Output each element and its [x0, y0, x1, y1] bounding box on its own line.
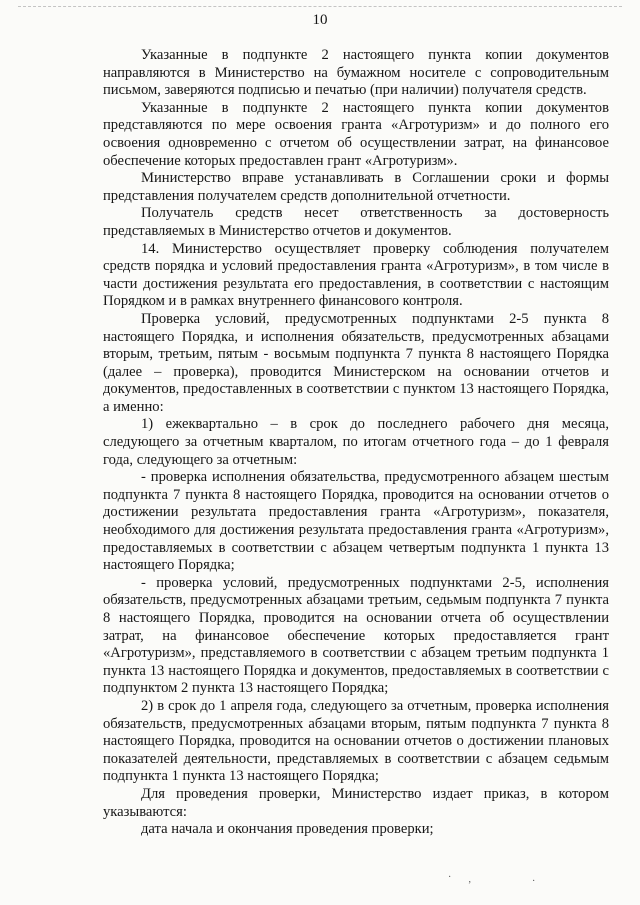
- paragraph-order-issued: Для проведения проверки, Министерство издает приказ, в котором указываются:: [103, 785, 609, 820]
- scan-artifact: ·: [532, 876, 536, 887]
- paragraph-obligation-check: - проверка исполнения обязательства, предусмотренного абзацем шестым подпункта 7 пункта 8 настоящего Порядка, проводится на основании отчетов о достижении результата предоставления гранта «Агротуризм», показателя, необходимого для достижения результата предоставления гранта «Агротуризм», предоставляемых в соответствии с абзацем четвертым подпункта 1 пункта 13 настоящего Порядка;: [103, 469, 609, 574]
- paragraph-verification-conditions: Проверка условий, предусмотренных подпунктами 2-5 пункта 8 настоящего Порядка, и исполнения обязательств, предусмотренных абзацами вторым, третьим, пятым - восьмым подпункта 7 пункта 8 настоящего Порядка (далее – проверка), проводится Министерском на основании отчетов и документов, предоставленных в соответствии с пунктом 13 настоящего Порядка, а именно:: [103, 310, 609, 415]
- paragraph-april-deadline: 2) в срок до 1 апреля года, следующего за отчетным, проверка исполнения обязательств, предусмотренных абзацами вторым, пятым подпункта 7 пункта 8 настоящего Порядка, проводится на основании отчетов о достижении плановых показателей деятельности, представляемых в соответствии с абзацем седьмым подпункта 1 пункта 13 настоящего Порядка;: [103, 697, 609, 785]
- paragraph-conditions-check: - проверка условий, предусмотренных подпунктами 2-5, исполнения обязательств, предусмотренных абзацами третьим, седьмым подпункта 7 пункта 8 настоящего Порядка, проводится на основании отчета об осуществлении затрат, на финансовое обеспечение которых предоставляется грант «Агротуризм», представляемого в соответствии с абзацем третьим подпункта 1 пункта 13 настоящего Порядка и документов, предоставляемых в соответствии с подпунктом 2 пункта 13 настоящего Порядка;: [103, 574, 609, 697]
- paragraph-copies-submitted: Указанные в подпункте 2 настоящего пункта копии документов представляются по мере освоения гранта «Агротуризм» и до полного его освоения одновременно с отчетом об осуществлении затрат, на финансовое обеспечение которых предоставлен грант «Агротуризм».: [103, 99, 609, 169]
- scan-artifact: ·: [448, 872, 452, 883]
- document-body: [103, 47, 609, 839]
- page-number: 10: [312, 12, 328, 28]
- paragraph-clause-14: 14. Министерство осуществляет проверку соблюдения получателем средств порядка и условий предоставления гранта «Агротуризм», в том числе в части достижения результата его предоставления, в соответствии с настоящим Порядком и в рамках внутреннего финансового контроля.: [103, 240, 609, 310]
- paragraph-quarterly: 1) ежеквартально – в срок до последнего рабочего дня месяца, следующего за отчетным кварталом, по итогам отчетного года – до 1 февраля года, следующего за отчетным:: [103, 416, 609, 468]
- paragraph-copies-sent: Указанные в подпункте 2 настоящего пункта копии документов направляются в Министерство на бумажном носителе с сопроводительным письмом, заверяются подписью и печатью (при наличии) получателя средств.: [103, 47, 609, 99]
- paragraph-check-dates: дата начала и окончания проведения проверки;: [141, 821, 434, 838]
- scan-top-edge: [18, 6, 622, 7]
- paragraph-additional-reporting: Министерство вправе устанавливать в Соглашении сроки и формы представления получателем средств дополнительной отчетности.: [103, 170, 609, 204]
- scan-artifact: ʼ: [468, 880, 472, 891]
- paragraph-responsibility: Получатель средств несет ответственность за достоверность представляемых в Министерство отчетов и документов.: [103, 205, 609, 239]
